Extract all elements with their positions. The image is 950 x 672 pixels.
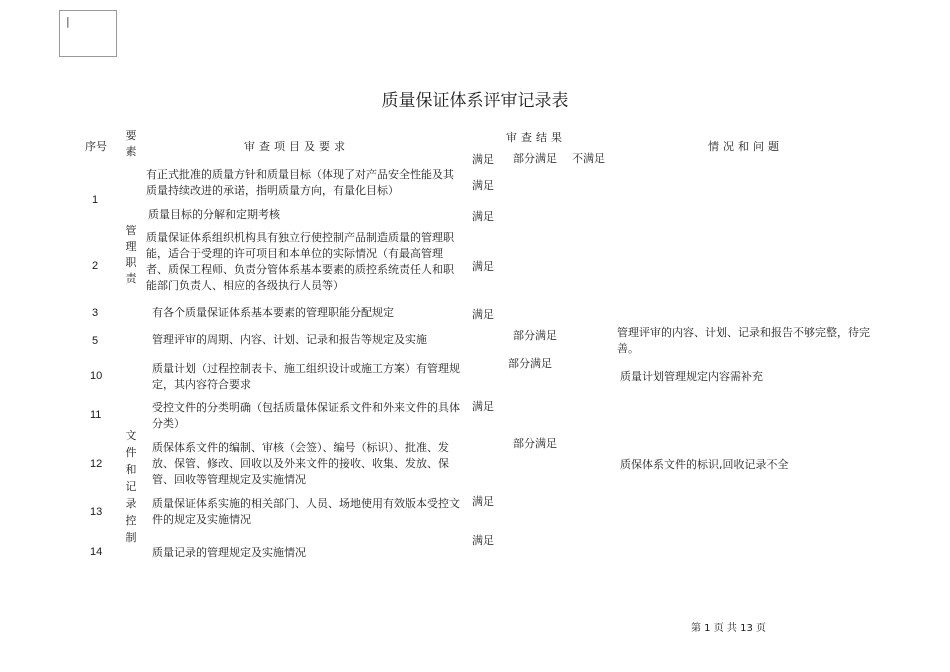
row-10-note: 质量计划管理规定内容需补充 <box>620 370 763 383</box>
row-12-item: 质保体系文件的编制、审核（会签）、编号（标识）、批准、发放、保管、修改、回收以及外来文件的接收、收集、发放、保管、回收等管理规定及实施情况 <box>152 441 449 486</box>
row-1-item-b: 质量目标的分解和定期考核 <box>148 208 280 221</box>
row-3-item: 有各个质量保证体系基本要素的管理职能分配规定 <box>152 306 394 319</box>
row-2-no: 2 <box>92 260 99 272</box>
header-unsatisfied: 不满足 <box>572 152 605 165</box>
header-partial: 部分满足 <box>513 152 557 165</box>
row-10-item: 质量计划（过程控制表卡、施工组织设计或施工方案）有管理规定，其内容符合要求 <box>152 362 460 391</box>
row-14-item: 质量记录的管理规定及实施情况 <box>152 546 306 559</box>
row-1-no: 1 <box>92 194 99 206</box>
row-5-note: 管理评审的内容、计划、记录和报告不够完整，待完善。 <box>617 326 870 355</box>
header-result: 审查结果 <box>506 131 566 144</box>
header-situation: 情况和问题 <box>708 140 783 153</box>
row-14-no: 14 <box>90 546 103 558</box>
row-5-result: 部分满足 <box>513 329 557 342</box>
header-items: 审查项目及要求 <box>244 140 349 153</box>
section-management: 管理职责 <box>125 224 137 285</box>
row-3-no: 3 <box>92 307 99 319</box>
row-10-no: 10 <box>90 370 103 382</box>
row-1-result-b: 满足 <box>472 210 494 223</box>
row-11-result: 满足 <box>472 400 494 413</box>
row-1-result-a: 满足 <box>472 179 494 192</box>
row-12-no: 12 <box>90 458 103 470</box>
row-5-item: 管理评审的周期、内容、计划、记录和报告等规定及实施 <box>152 333 427 346</box>
row-11-item: 受控文件的分类明确（包括质量体保证系文件和外来文件的具体分类） <box>152 401 460 430</box>
header-seq: 序号 <box>85 140 107 153</box>
section-documents: 文件和记录控制 <box>125 429 137 544</box>
row-13-result: 满足 <box>472 495 494 508</box>
row-11-no: 11 <box>90 409 102 421</box>
row-12-result: 部分满足 <box>513 437 557 450</box>
row-13-no: 13 <box>90 506 103 518</box>
row-5-no: 5 <box>92 335 99 347</box>
page-title: 质量保证体系评审记录表 <box>381 91 569 111</box>
row-13-item: 质量保证体系实施的相关部门、人员、场地使用有效版本受控文件的规定及实施情况 <box>152 497 460 526</box>
stamp-box <box>59 10 117 57</box>
page-footer: 第 1 页 共 13 页 <box>691 623 766 634</box>
row-1-item-a: 有正式批准的质量方针和质量目标（体现了对产品安全性能及其质量持续改进的承诺，指明质量方向，有量化目标） <box>146 168 454 197</box>
row-2-result: 满足 <box>472 260 494 273</box>
row-14-result: 满足 <box>472 534 494 547</box>
header-satisfied: 满足 <box>472 153 494 166</box>
row-2-item: 质量保证体系组织机构具有独立行使控制产品制造质量的管理职能，适合于受理的许可项目和本单位的实际情况（有最高管理者、质保工程师、负责分管体系基本要素的质控系统责任人和职能部门负责人、相应的各级执行人员等） <box>146 231 454 292</box>
header-element: 要素 <box>125 129 137 158</box>
row-12-note: 质保体系文件的标识,回收记录不全 <box>620 458 789 471</box>
row-3-result: 满足 <box>472 308 494 321</box>
row-10-result: 部分满足 <box>508 357 552 370</box>
stamp-mark: | <box>66 15 70 28</box>
